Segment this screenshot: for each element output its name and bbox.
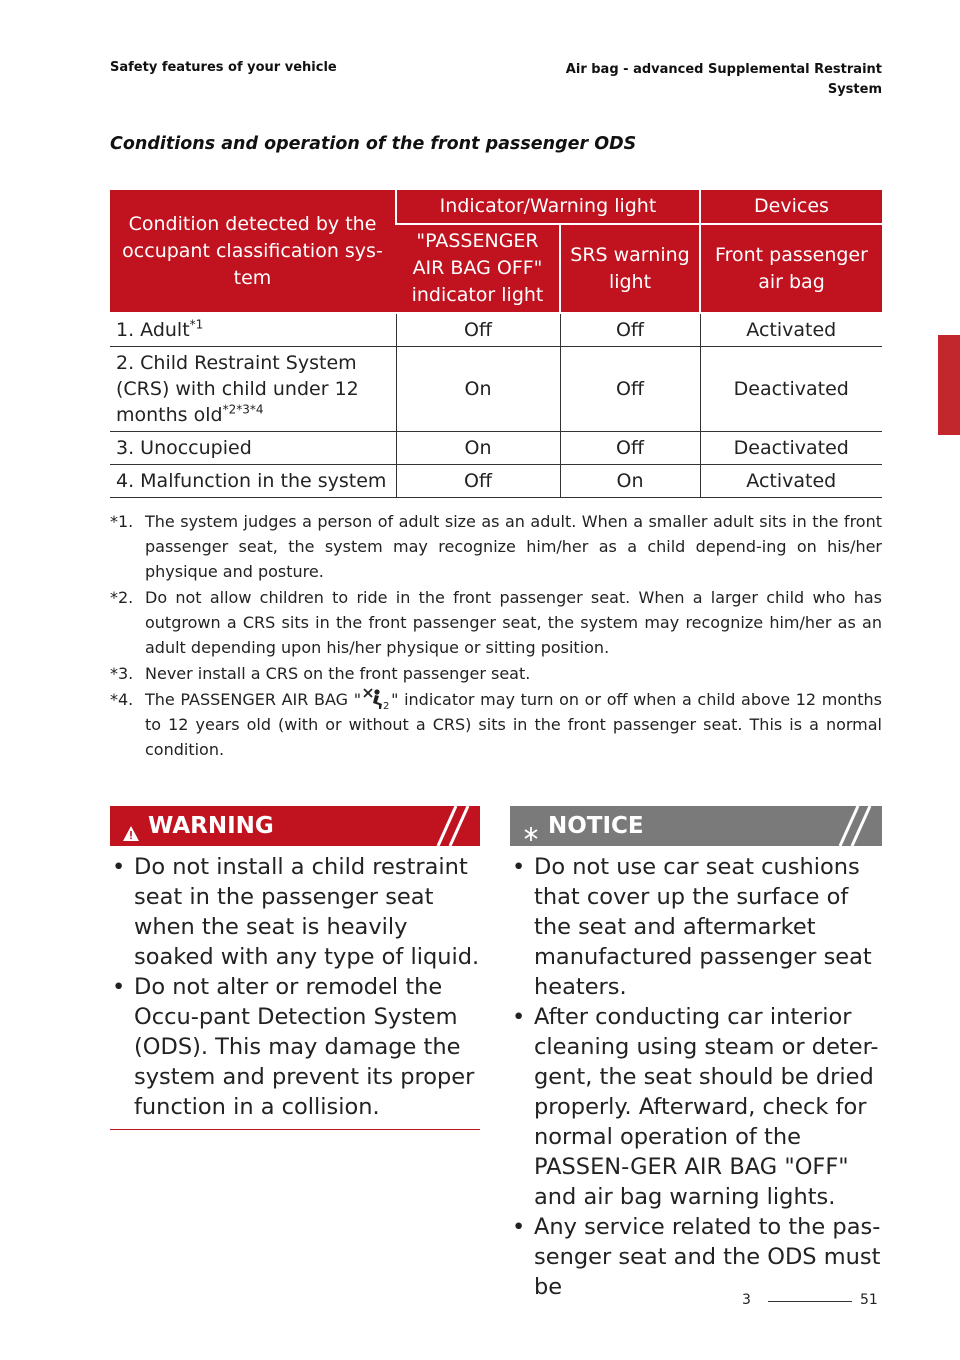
list-item: • Do not use car seat cushions that cover up the surface of the seat and aftermarket manufactured passenger seat heaters. bbox=[512, 854, 872, 1000]
running-header-right-line1: Air bag - advanced Supplemental Restraint bbox=[565, 62, 882, 77]
footnote-number: *2. bbox=[110, 588, 134, 607]
air-bag-cell: Activated bbox=[700, 465, 882, 498]
passenger-light-cell: On bbox=[396, 347, 560, 432]
list-item: • Any service related to the pas-senger seat and the ODS must be bbox=[512, 1214, 881, 1300]
warning-list bbox=[112, 852, 484, 1122]
list-item: • After conducting car interior cleaning using steam or deter-gent, the seat should be dried properly. Afterward, check for normal operation of the PASSEN-GER AIR BAG "OFF" and air bag warning lights. bbox=[512, 1004, 879, 1210]
footnote bbox=[110, 661, 882, 686]
srs-light-cell: Off bbox=[560, 347, 700, 432]
warning-label: WARNING bbox=[148, 813, 274, 839]
footnote-text: Never install a CRS on the front passenger seat. bbox=[145, 664, 531, 683]
condition-cell: 1. Adult$^{*1}$ bbox=[110, 313, 396, 347]
srs-light-cell: Off bbox=[560, 432, 700, 465]
running-header-right-line2: System bbox=[827, 82, 882, 97]
warning-triangle-icon bbox=[122, 816, 140, 846]
passenger-light-cell: On bbox=[396, 432, 560, 465]
footer-page-number: 51 bbox=[860, 1292, 878, 1308]
footer-chapter-number: 3 bbox=[742, 1292, 751, 1308]
air-bag-cell: Activated bbox=[700, 313, 882, 347]
header-slashes-decoration bbox=[834, 806, 874, 846]
footnote bbox=[110, 509, 882, 584]
footnote-ref: *2*3*4 bbox=[222, 402, 264, 417]
footnote bbox=[110, 585, 882, 660]
notice-label: NOTICE bbox=[548, 813, 644, 839]
air-bag-cell: Deactivated bbox=[700, 347, 882, 432]
ods-conditions-table bbox=[110, 190, 882, 498]
table-row bbox=[110, 347, 882, 432]
table-row bbox=[110, 432, 882, 465]
running-header-left: Safety features of your vehicle bbox=[110, 60, 337, 75]
notice-header bbox=[510, 806, 882, 846]
list-item: • Do not install a child restraint seat in the passenger seat when the seat is heavily soaked with any type of liquid. bbox=[112, 854, 480, 970]
condition-cell: 2. Child Restraint System (CRS) with child under 12 months old$^{*2*3*4}$ bbox=[110, 347, 396, 432]
running-header-right bbox=[566, 60, 882, 100]
section-title: Conditions and operation of the front passenger ODS bbox=[110, 134, 637, 154]
footnote-number: *4. bbox=[110, 690, 134, 709]
footnote-text: The system judges a person of adult size as an adult. When a smaller adult sits in the front passenger seat, the system may recognize him/her as a child depend-ing on his/her physique and posture. bbox=[145, 512, 882, 581]
warning-header bbox=[110, 806, 480, 846]
header-srs-light: SRS warning light bbox=[560, 224, 700, 313]
passenger-light-cell: Off bbox=[396, 465, 560, 498]
notice-star-icon bbox=[522, 816, 540, 846]
footnote-number: *1. bbox=[110, 512, 134, 531]
header-devices-group: Devices bbox=[700, 190, 882, 224]
header-passenger-light: "PASSENGER AIR BAG OFF" indicator light bbox=[396, 224, 560, 313]
footnote-ref: *1 bbox=[189, 317, 204, 332]
warning-bottom-rule bbox=[110, 1129, 480, 1130]
footnote bbox=[110, 687, 882, 762]
header-condition: Condition detected by the occupant classification sys-tem bbox=[110, 190, 396, 313]
footer-rule bbox=[768, 1301, 852, 1302]
header-front-air-bag: Front passenger air bag bbox=[700, 224, 882, 313]
header-indicator-group: Indicator/Warning light bbox=[396, 190, 700, 224]
footnote-text: The PASSENGER AIR BAG " 2 " indicator may turn on or off when a child above 12 months to 12 years old (with or without a CRS) sits in the front passenger seat. This is a normal condition. bbox=[145, 690, 883, 759]
passenger-light-cell: Off bbox=[396, 313, 560, 347]
passenger-air-bag-off-icon bbox=[361, 688, 391, 710]
footnote-text: Do not allow children to ride in the front passenger seat. When a larger child who has outgrown a CRS sits in the front passenger seat, the system may recognize him/her as an adult depending upon his/her physique or sitting position. bbox=[145, 588, 882, 657]
srs-light-cell: Off bbox=[560, 313, 700, 347]
condition-cell: 3. Unoccupied bbox=[110, 432, 396, 465]
footnote-number: *3. bbox=[110, 664, 134, 683]
svg-text:2: 2 bbox=[383, 701, 390, 710]
srs-light-cell: On bbox=[560, 465, 700, 498]
table-row bbox=[110, 465, 882, 498]
condition-cell: 4. Malfunction in the system bbox=[110, 465, 396, 498]
table-row bbox=[110, 313, 882, 347]
list-item: • Do not alter or remodel the Occu-pant Detection System (ODS). This may damage the system and prevent its proper function in a collision. bbox=[112, 974, 475, 1120]
air-bag-cell: Deactivated bbox=[700, 432, 882, 465]
footnotes bbox=[110, 509, 882, 763]
header-slashes-decoration bbox=[432, 806, 472, 846]
notice-list bbox=[512, 852, 884, 1302]
chapter-side-number: 3 bbox=[940, 410, 952, 430]
